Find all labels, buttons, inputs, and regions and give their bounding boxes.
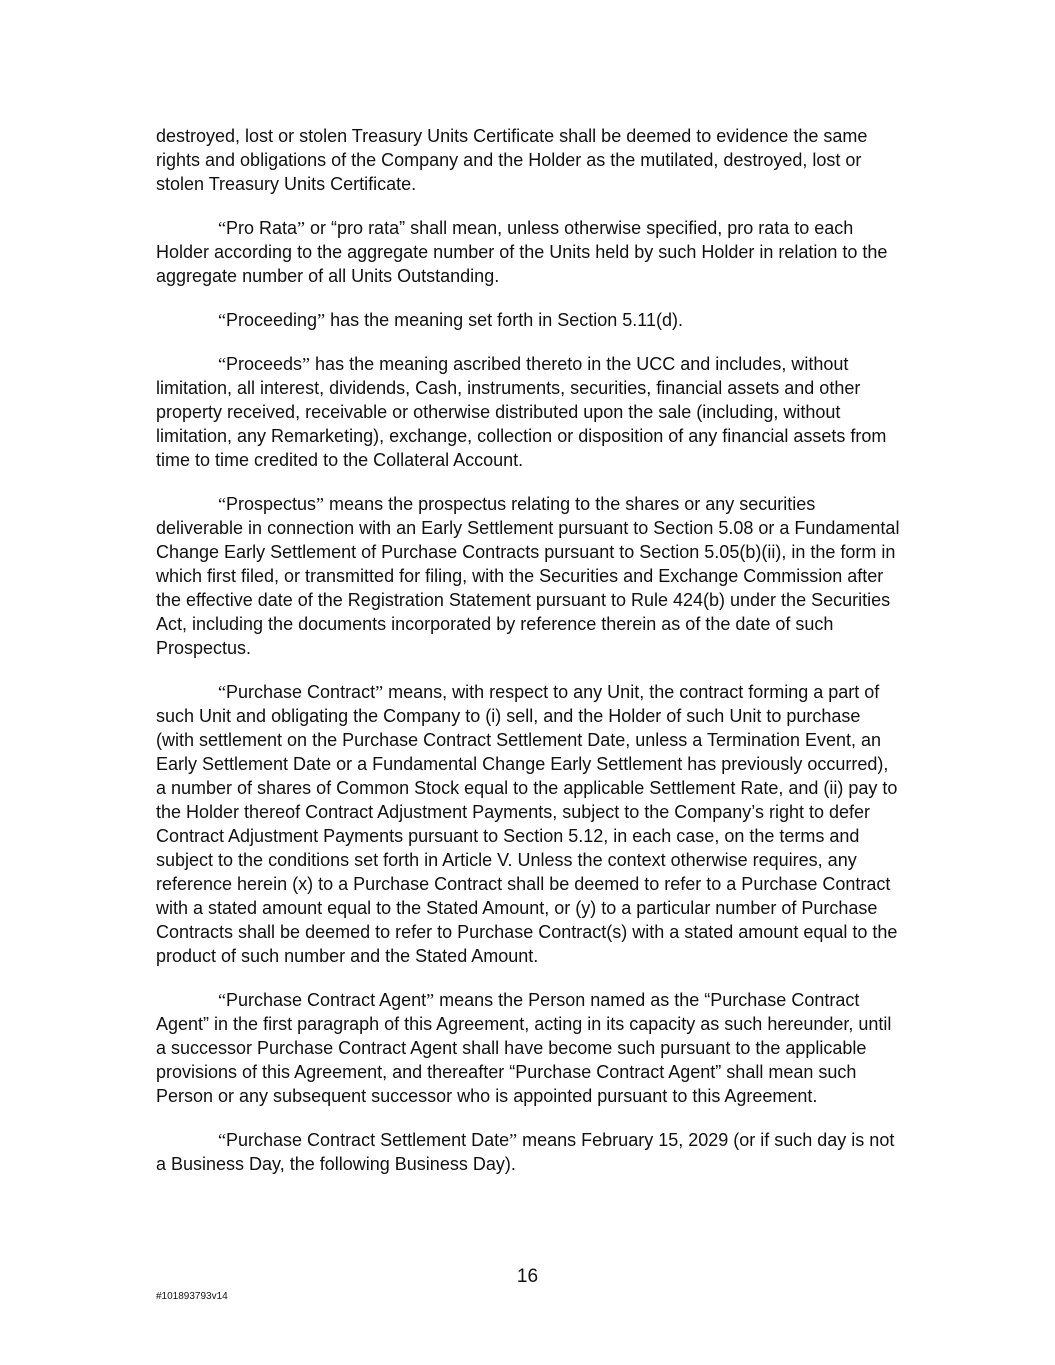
- definition-purchase-contract: “Purchase Contract” means, with respect to any Unit, the contract forming a part of such Unit and obligating the Company to (i) sell, and the Holder of such Unit to purchase (with settlement on the Purchase Contract Settlement Date, unless a Termination Event, an Early Settlement Date or a Fundamental Change Early Settlement has previously occurred), a number of shares of Common Stock equal to the applicable Settlement Rate, and (ii) pay to the Holder thereof Contract Adjustment Payments, subject to the Company’s right to defer Contract Adjustment Payments pursuant to Section 5.12, in each case, on the terms and subject to the conditions set forth in Article V. Unless the context otherwise requires, any reference herein (x) to a Purchase Contract shall be deemed to refer to a Purchase Contract with a stated amount equal to the Stated Amount, or (y) to a particular number of Purchase Contracts shall be deemed to refer to Purchase Contract(s) with a stated amount equal to the product of such number and the Stated Amount.: [156, 682, 898, 966]
- definition-purchase-contract-agent: “Purchase Contract Agent” means the Person named as the “Purchase Contract Agent” in the first paragraph of this Agreement, acting in its capacity as such hereunder, until a successor Purchase Contract Agent shall have become such pursuant to the applicable provisions of this Agreement, and thereafter “Purchase Contract Agent” shall mean such Person or any subsequent successor who is appointed pursuant to this Agreement.: [156, 990, 892, 1106]
- defined-term: Purchase Contract: [226, 682, 376, 702]
- page-number: 16: [516, 1266, 539, 1287]
- definition-purchase-contract-settlement-date: “Purchase Contract Settlement Date” means February 15, 2029 (or if such day is not a Business Day, the following Business Day).: [156, 1130, 895, 1174]
- definition-proceeds: “Proceeds” has the meaning ascribed thereto in the UCC and includes, without limitation, all interest, dividends, Cash, instruments, securities, financial assets and other property received, receivable or otherwise distributed upon the sale (including, without limitation, any Remarketing), exchange, collection or disposition of any financial assets from time to time credited to the Collateral Account.: [156, 354, 887, 470]
- definition-text: or “pro rata” shall mean, unless otherwise specified, pro rata to each Holder according to the aggregate number of the Units held by such Holder in relation to the aggregate number of all Units Outstanding.: [156, 218, 888, 286]
- definition-pro-rata: “Pro Rata” or “pro rata” shall mean, unless otherwise specified, pro rata to each Holder according to the aggregate number of the Units held by such Holder in relation to the aggregate number of all Units Outstanding.: [156, 218, 888, 286]
- definition-text: means the Person named as the “Purchase Contract Agent” in the first paragraph of this Agreement, acting in its capacity as such hereunder, until a successor Purchase Contract Agent shall have become such pursuant to the applicable provisions of this Agreement, and thereafter “Purchase Contract Agent” shall mean such Person or any subsequent successor who is appointed pursuant to this Agreement.: [156, 990, 892, 1106]
- paragraph-text: destroyed, lost or stolen Treasury Units Certificate shall be deemed to evidence the same rights and obligations of the Company and the Holder as the mutilated, destroyed, lost or stolen Treasury Units Certificate.: [156, 126, 868, 194]
- definition-text: means February 15, 2029 (or if such day is not a Business Day, the following Business Day).: [156, 1130, 895, 1174]
- definition-text: has the meaning set forth in Section 5.11(d).: [325, 310, 683, 330]
- definition-text: means, with respect to any Unit, the contract forming a part of such Unit and obligating the Company to (i) sell, and the Holder of such Unit to purchase (with settlement on the Purchase Contract Settlement Date, unless a Termination Event, an Early Settlement Date or a Fundamental Change Early Settlement has previously occurred), a number of shares of Common Stock equal to the applicable Settlement Rate, and (ii) pay to the Holder thereof Contract Adjustment Payments, subject to the Company’s right to defer Contract Adjustment Payments pursuant to Section 5.12, in each case, on the terms and subject to the conditions set forth in Article V. Unless the context otherwise requires, any reference herein (x) to a Purchase Contract shall be deemed to refer to a Purchase Contract with a stated amount equal to the Stated Amount, or (y) to a particular number of Purchase Contracts shall be deemed to refer to Purchase Contract(s) with a stated amount equal to the product of such number and the Stated Amount.: [156, 682, 898, 966]
- definition-proceeding: “Proceeding” has the meaning set forth in Section 5.11(d).: [218, 310, 683, 330]
- document-body: [156, 124, 901, 1196]
- defined-term: Proceeding: [226, 310, 318, 330]
- defined-term: Proceeds: [226, 354, 303, 374]
- defined-term: Pro Rata: [226, 218, 298, 238]
- defined-term: Purchase Contract Settlement Date: [226, 1130, 510, 1150]
- paragraph-continuation: [156, 124, 901, 196]
- document-id: #101893793v14: [156, 1291, 228, 1302]
- defined-term: Purchase Contract Agent: [226, 990, 427, 1010]
- definition-prospectus: “Prospectus” means the prospectus relating to the shares or any securities deliverable in connection with an Early Settlement pursuant to Section 5.08 or a Fundamental Change Early Settlement of Purchase Contracts pursuant to Section 5.05(b)(ii), in the form in which first filed, or transmitted for filing, with the Securities and Exchange Commission after the effective date of the Registration Statement pursuant to Rule 424(b) under the Securities Act, including the documents incorporated by reference therein as of the date of such Prospectus.: [156, 494, 900, 658]
- defined-term: Prospectus: [226, 494, 317, 514]
- definition-text: has the meaning ascribed thereto in the UCC and includes, without limitation, all interest, dividends, Cash, instruments, securities, financial assets and other property received, receivable or otherwise distributed upon the sale (including, without limitation, any Remarketing), exchange, collection or disposition of any financial assets from time to time credited to the Collateral Account.: [156, 354, 887, 470]
- definition-text: means the prospectus relating to the shares or any securities deliverable in connection with an Early Settlement pursuant to Section 5.08 or a Fundamental Change Early Settlement of Purchase Contracts pursuant to Section 5.05(b)(ii), in the form in which first filed, or transmitted for filing, with the Securities and Exchange Commission after the effective date of the Registration Statement pursuant to Rule 424(b) under the Securities Act, including the documents incorporated by reference therein as of the date of such Prospectus.: [156, 494, 900, 658]
